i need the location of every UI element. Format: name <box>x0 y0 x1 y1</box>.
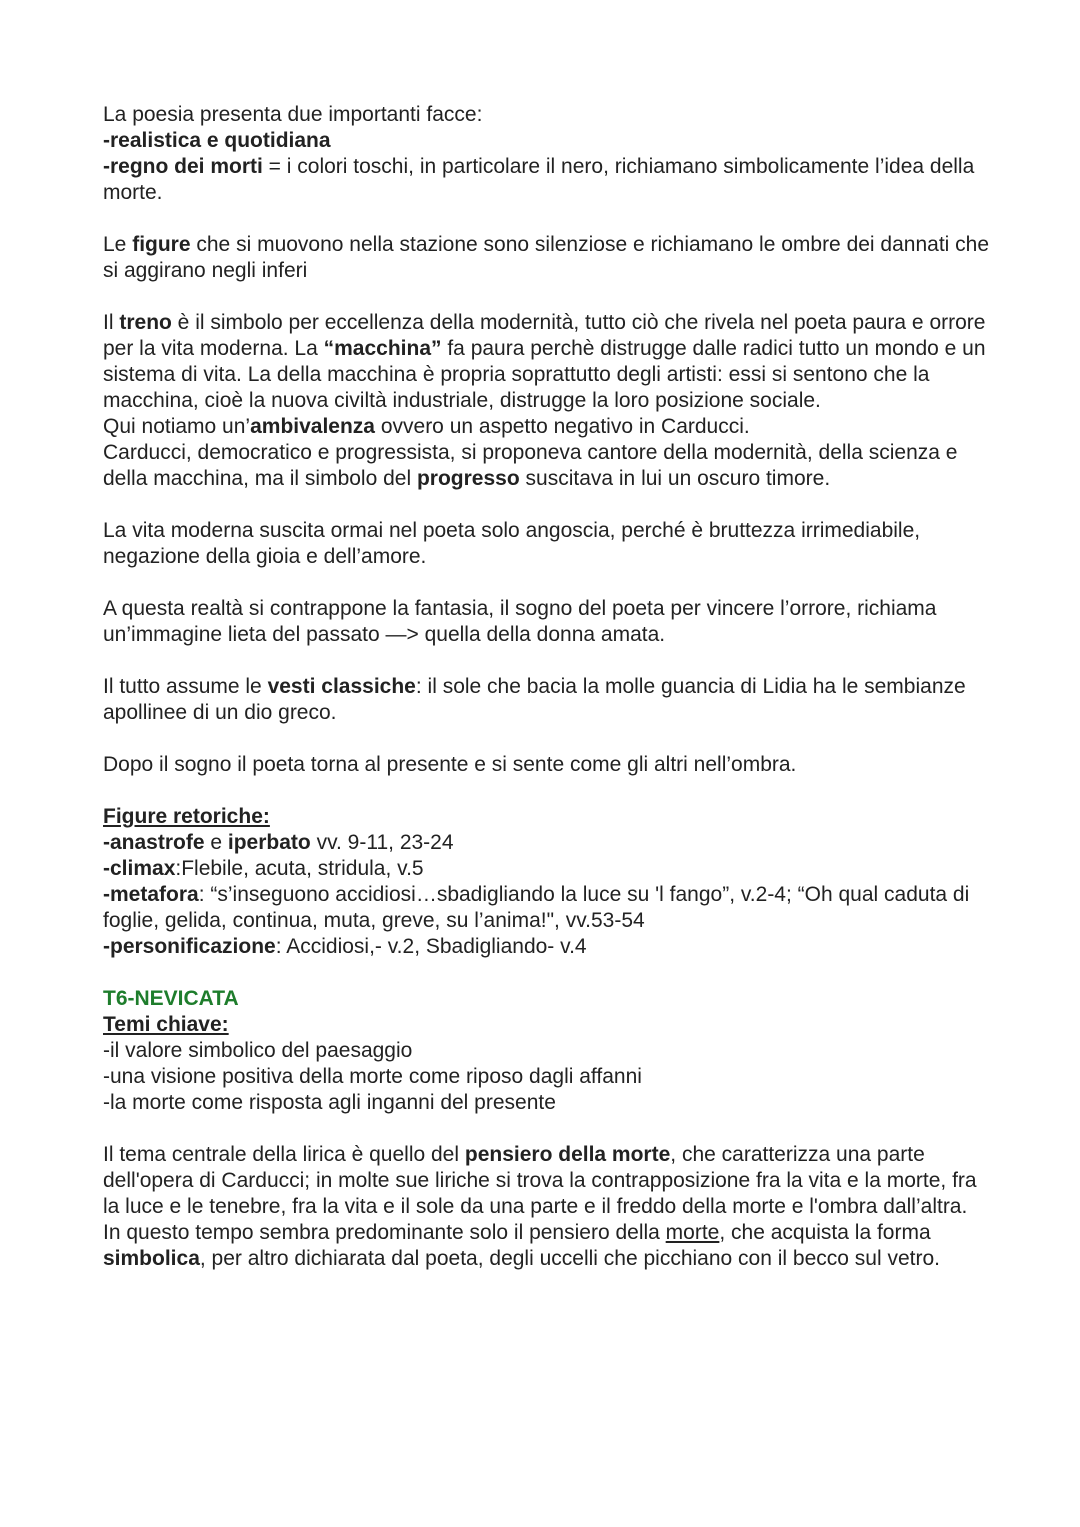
themes-heading: Temi chiave: <box>103 1013 229 1036</box>
figure-metaphor: -metafora: “s’inseguono accidiosi…sbadigliando la luce su 'l fango”, v.2-4; “Oh qual caduta di foglie, gelida, continua, muta, greve, su l’anima!", vv.53-54 <box>103 883 970 932</box>
theme-item: -il valore simbolico del paesaggio <box>103 1039 413 1062</box>
symbolic-paragraph: In questo tempo sembra predominante solo il pensiero della morte, che acquista la forma simbolica, per altro dichiarata dal poeta, degli uccelli che picchiano con il becco sul vetro. <box>103 1221 940 1270</box>
section-title: T6-NEVICATA <box>103 987 239 1010</box>
figure-anastrophe: -anastrofe e iperbato vv. 9-11, 23-24 <box>103 831 454 854</box>
progress-line: Carducci, democratico e progressista, si proponeva cantore della modernità, della scienza e della macchina, ma il simbolo del progresso suscitava in lui un oscuro timore. <box>103 441 958 490</box>
central-theme-paragraph: Il tema centrale della lirica è quello del pensiero della morte, che caratterizza una parte dell'opera di Carducci; in molte sue liriche si trova la contrapposizione fra la vita e la morte, fra la luce e le tenebre, fra la vita e il sole da una parte e il freddo della morte e l'ombra dall’altra. <box>103 1143 977 1218</box>
train-paragraph: Il treno è il simbolo per eccellenza della modernità, tutto ciò che rivela nel poeta paura e orrore per la vita moderna. La “macchina” fa paura perchè distrugge dalle radici tutto un mondo e un sistema di vita. La della macchina è propria soprattutto degli artisti: essi si sentono che la macchina, cioè la nuova civiltà industriale, distrugge la loro posizione sociale. <box>103 311 986 412</box>
classical-paragraph: Il tutto assume le vesti classiche: il sole che bacia la molle guancia di Lidia ha le sembianze apollinee di un dio greco. <box>103 675 966 724</box>
fantasy-paragraph: A questa realtà si contrappone la fantasia, il sogno del poeta per vincere l’orrore, richiama un’immagine lieta del passato —> quella della donna amata. <box>103 597 937 646</box>
intro-line: La poesia presenta due importanti facce: <box>103 103 483 126</box>
face-dead-realm: -regno dei morti = i colori toschi, in particolare il nero, richiamano simbolicamente l’idea della morte. <box>103 155 975 204</box>
ambivalence-line: Qui notiamo un’ambivalenza ovvero un aspetto negativo in Carducci. <box>103 415 750 438</box>
modern-life-paragraph: La vita moderna suscita ormai nel poeta solo angoscia, perché è bruttezza irrimediabile, negazione della gioia e dell’amore. <box>103 519 921 568</box>
face-realistic: -realistica e quotidiana <box>103 129 331 152</box>
figures-heading: Figure retoriche: <box>103 805 270 828</box>
theme-item: -la morte come risposta agli inganni del presente <box>103 1091 556 1114</box>
figure-climax: -climax:Flebile, acuta, stridula, v.5 <box>103 857 424 880</box>
document-page <box>103 102 993 1272</box>
theme-item: -una visione positiva della morte come riposo dagli affanni <box>103 1065 642 1088</box>
figure-personification: -personificazione: Accidiosi,- v.2, Sbadigliando- v.4 <box>103 935 587 958</box>
dream-paragraph: Dopo il sogno il poeta torna al presente e si sente come gli altri nell’ombra. <box>103 753 797 776</box>
figures-paragraph: Le figure che si muovono nella stazione sono silenziose e richiamano le ombre dei dannati che si aggirano negli inferi <box>103 233 990 282</box>
